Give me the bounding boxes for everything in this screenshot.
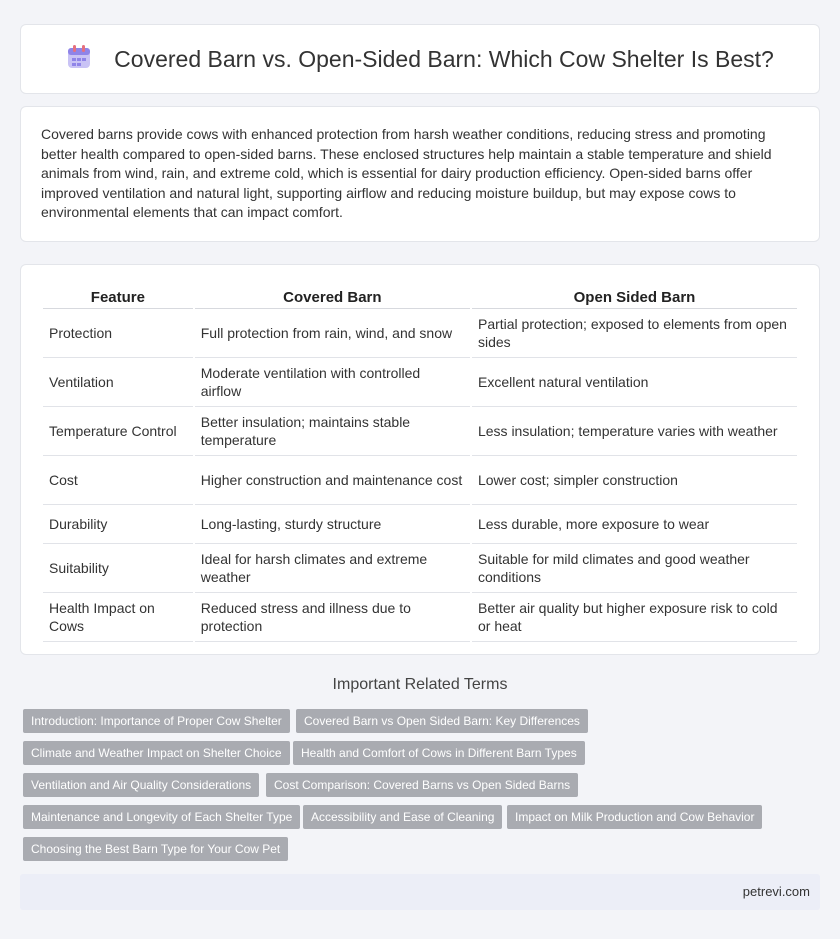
cell-open: Less durable, more exposure to wear — [472, 505, 797, 544]
related-term-tag[interactable]: Accessibility and Ease of Cleaning — [303, 805, 502, 829]
cell-covered: Moderate ventilation with controlled airflow — [195, 358, 470, 407]
related-term-tag[interactable]: Impact on Milk Production and Cow Behavior — [507, 805, 762, 829]
cell-covered: Long-lasting, sturdy structure — [195, 505, 470, 544]
header — [20, 24, 820, 94]
calendar-icon — [66, 44, 92, 75]
comparison-card — [20, 264, 820, 655]
table-row — [43, 456, 797, 505]
related-term-tag[interactable]: Choosing the Best Barn Type for Your Cow Pet — [23, 837, 288, 861]
related-term-tag[interactable]: Cost Comparison: Covered Barns vs Open Sided Barns — [266, 773, 578, 797]
cell-open: Excellent natural ventilation — [472, 358, 797, 407]
cell-covered: Higher construction and maintenance cost — [195, 456, 470, 505]
related-terms-title: Important Related Terms — [332, 676, 508, 693]
table-row — [43, 544, 797, 593]
intro-text: Covered barns provide cows with enhanced protection from harsh weather conditions, reducing stress and promoting better health compared to open-sided barns. These enclosed structures help maintain a stable temperature and shield animals from wind, rain, and extreme cold, which is essential for dairy production efficiency. Open-sided barns offer improved ventilation and natural light, supporting airflow and reducing moisture buildup, but may expose cows to environmental elements that can impact comfort. — [41, 126, 772, 221]
header-open-sided-barn: Open Sided Barn — [472, 285, 797, 309]
cell-covered: Full protection from rain, wind, and snow — [195, 309, 470, 358]
cell-open: Less insulation; temperature varies with weather — [472, 407, 797, 456]
cell-covered: Ideal for harsh climates and extreme weather — [195, 544, 470, 593]
table-row — [43, 407, 797, 456]
intro-card — [20, 106, 820, 242]
header-feature: Feature — [43, 285, 193, 309]
cell-feature: Ventilation — [43, 358, 193, 407]
cell-feature: Protection — [43, 309, 193, 358]
cell-feature: Temperature Control — [43, 407, 193, 456]
related-term-tag[interactable]: Ventilation and Air Quality Considerations — [23, 773, 259, 797]
table-row — [43, 358, 797, 407]
related-term-tag[interactable]: Maintenance and Longevity of Each Shelter Type — [23, 805, 300, 829]
related-term-tag[interactable]: Covered Barn vs Open Sided Barn: Key Differences — [296, 709, 588, 733]
cell-open: Lower cost; simpler construction — [472, 456, 797, 505]
table-row — [43, 309, 797, 358]
table-row — [43, 505, 797, 544]
table-header-row — [43, 285, 797, 309]
header-covered-barn: Covered Barn — [195, 285, 470, 309]
cell-feature: Durability — [43, 505, 193, 544]
related-term-tag[interactable]: Health and Comfort of Cows in Different Barn Types — [293, 741, 585, 765]
related-term-tag[interactable]: Introduction: Importance of Proper Cow Shelter — [23, 709, 290, 733]
cell-feature: Health Impact on Cows — [43, 593, 193, 642]
cell-open: Better air quality but higher exposure risk to cold or heat — [472, 593, 797, 642]
cell-covered: Better insulation; maintains stable temperature — [195, 407, 470, 456]
comparison-table — [41, 285, 799, 642]
cell-open: Suitable for mild climates and good weather conditions — [472, 544, 797, 593]
cell-open: Partial protection; exposed to elements from open sides — [472, 309, 797, 358]
footer-site-link[interactable]: petrevi.com — [742, 884, 810, 899]
cell-covered: Reduced stress and illness due to protection — [195, 593, 470, 642]
related-term-tag[interactable]: Climate and Weather Impact on Shelter Choice — [23, 741, 290, 765]
cell-feature: Cost — [43, 456, 193, 505]
footer — [20, 874, 820, 910]
cell-feature: Suitability — [43, 544, 193, 593]
page-title: Covered Barn vs. Open-Sided Barn: Which Cow Shelter Is Best? — [114, 45, 774, 72]
table-row — [43, 593, 797, 642]
